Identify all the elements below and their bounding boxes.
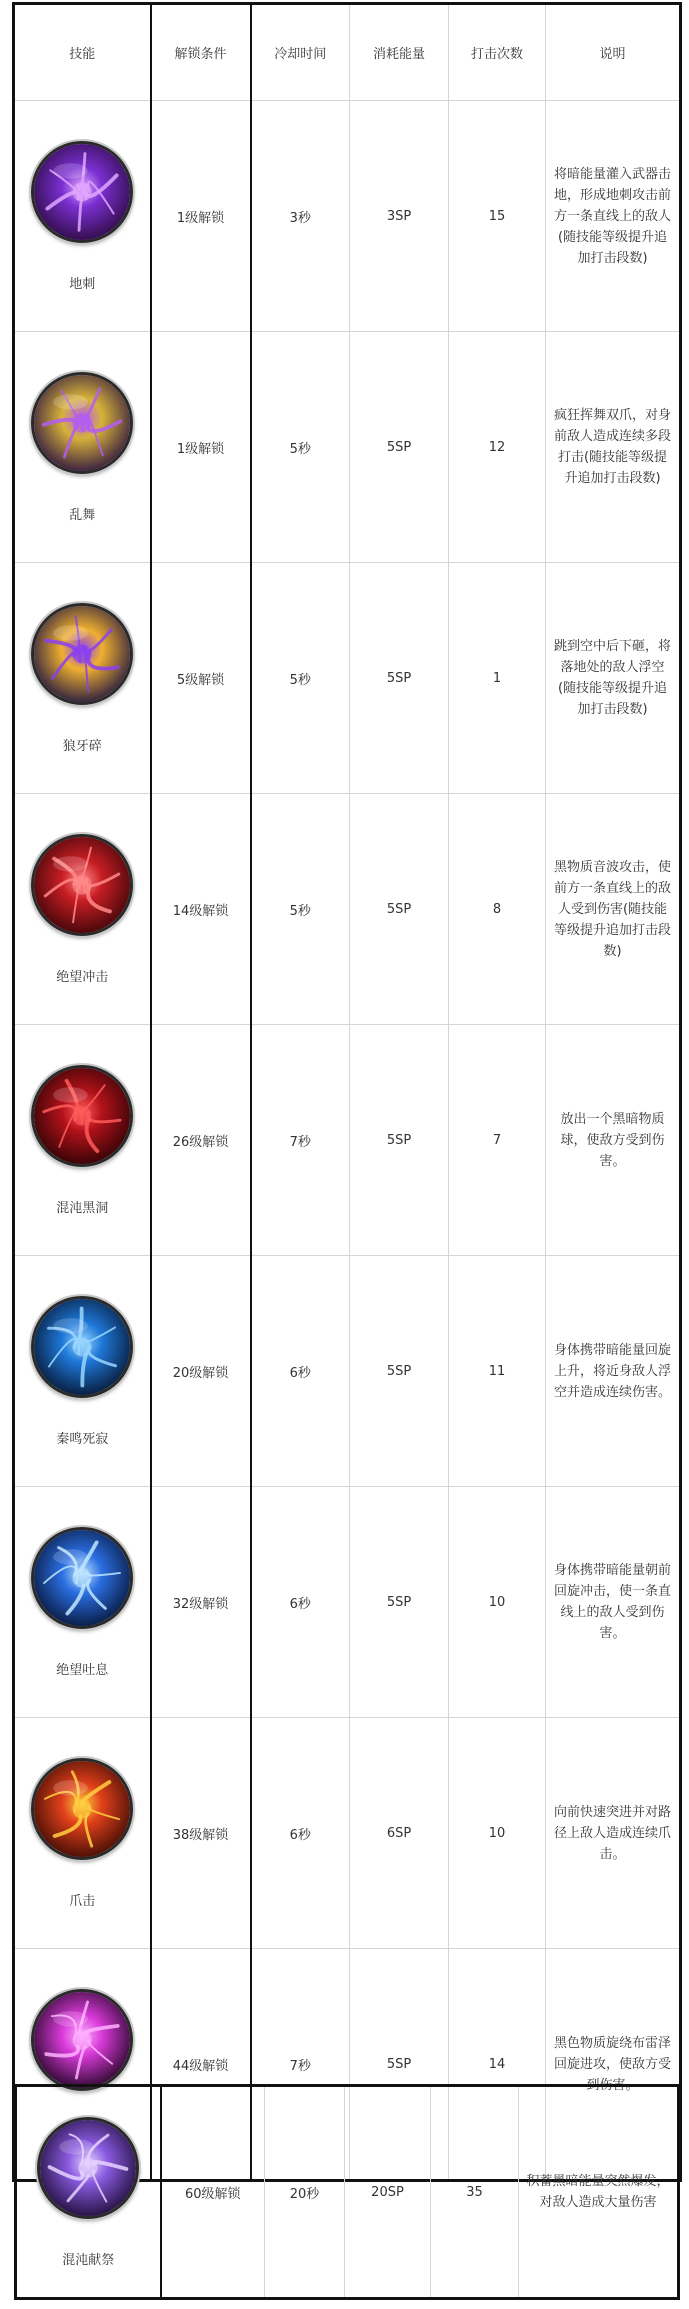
- despair-impact-icon: [31, 834, 133, 936]
- skill-name: 混沌献祭: [62, 2252, 115, 2268]
- skill-name: 混沌黑洞: [56, 1200, 109, 1216]
- description-cell: 疯狂挥舞双爪，对身前敌人造成连续多段打击(随技能等级提升追加打击段数): [546, 332, 681, 563]
- description-cell: 积蓄黑暗能量突然爆发，对敌人造成大量伤害: [519, 2086, 679, 2299]
- skill-cell: [14, 794, 151, 1025]
- hits-cell: 10: [449, 1487, 546, 1718]
- table-row: [14, 1256, 681, 1487]
- skill-name: 绝望冲击: [56, 969, 109, 985]
- table-row: [14, 332, 681, 563]
- description-cell: 身体携带暗能量回旋上升，将近身敌人浮空并造成连续伤害。: [546, 1256, 681, 1487]
- hits-cell: 14: [449, 1949, 546, 2181]
- hits-cell: 11: [449, 1256, 546, 1487]
- unlock-cell: 20级解锁: [151, 1256, 251, 1487]
- hits-cell: 10: [449, 1718, 546, 1949]
- frenzy-claw-icon: [31, 372, 133, 474]
- header-skill: 技能: [14, 4, 151, 101]
- energy-cell: 20SP: [345, 2086, 431, 2299]
- skill-cell: [14, 1256, 151, 1487]
- skill-name: 地刺: [69, 276, 96, 292]
- header-cooldown: 冷却时间: [251, 4, 350, 101]
- unlock-cell: 32级解锁: [151, 1487, 251, 1718]
- hits-cell: 1: [449, 563, 546, 794]
- cooldown-cell: 3秒: [251, 101, 350, 332]
- description-cell: 黑色物质旋绕布雷泽回旋进攻，使敌方受到伤害。: [546, 1949, 681, 2181]
- energy-cell: 5SP: [350, 794, 449, 1025]
- despair-breath-icon: [31, 1527, 133, 1629]
- cooldown-cell: 5秒: [251, 794, 350, 1025]
- skill-cell: [14, 1487, 151, 1718]
- skill-cell: [14, 332, 151, 563]
- energy-cell: 5SP: [350, 1025, 449, 1256]
- skill-name: 爪击: [69, 1893, 96, 1909]
- energy-cell: 3SP: [350, 101, 449, 332]
- table-row: [16, 2086, 679, 2299]
- wolf-fang-smash-icon: [31, 603, 133, 705]
- table-row: [14, 1025, 681, 1256]
- unlock-cell: 1级解锁: [151, 332, 251, 563]
- description-cell: 向前快速突进并对路径上敌人造成连续爪击。: [546, 1718, 681, 1949]
- chaos-black-hole-icon: [31, 1065, 133, 1167]
- cooldown-cell: 5秒: [251, 332, 350, 563]
- skill-cell: [14, 1718, 151, 1949]
- cooldown-cell: 6秒: [251, 1718, 350, 1949]
- skill-cell: [14, 101, 151, 332]
- chaos-sacrifice-icon: [37, 2117, 139, 2219]
- skill-name: 狼牙碎: [62, 738, 102, 754]
- cooldown-cell: 6秒: [251, 1256, 350, 1487]
- claw-strike-icon: [31, 1758, 133, 1860]
- cooldown-cell: 7秒: [251, 1949, 350, 2181]
- header-description: 说明: [546, 4, 681, 101]
- table-row: [14, 563, 681, 794]
- cooldown-cell: 20秒: [265, 2086, 345, 2299]
- description-cell: 身体携带暗能量朝前回旋冲击，使一条直线上的敌人受到伤害。: [546, 1487, 681, 1718]
- cooldown-cell: 6秒: [251, 1487, 350, 1718]
- energy-cell: 5SP: [350, 1487, 449, 1718]
- hits-cell: 35: [431, 2086, 519, 2299]
- description-cell: 跳到空中后下砸，将落地处的敌人浮空(随技能等级提升追加打击段数): [546, 563, 681, 794]
- description-cell: 放出一个黑暗物质球，使敌方受到伤害。: [546, 1025, 681, 1256]
- energy-cell: 5SP: [350, 563, 449, 794]
- silent-howl-icon: [31, 1296, 133, 1398]
- skill-name: 乱舞: [69, 507, 96, 523]
- energy-cell: 5SP: [350, 1256, 449, 1487]
- unlock-cell: 44级解锁: [151, 1949, 251, 2181]
- description-cell: 将暗能量灌入武器击地，形成地刺攻击前方一条直线上的敌人(随技能等级提升追加打击段数): [546, 101, 681, 332]
- energy-cell: 5SP: [350, 332, 449, 563]
- table-row: [14, 1487, 681, 1718]
- unlock-cell: 1级解锁: [151, 101, 251, 332]
- unlock-cell: 60级解锁: [161, 2086, 265, 2299]
- header-hits: 打击次数: [449, 4, 546, 101]
- unlock-cell: 5级解锁: [151, 563, 251, 794]
- soul-drink-spin-icon: [31, 1989, 133, 2091]
- skill-cell: [16, 2086, 161, 2299]
- header-energy: 消耗能量: [350, 4, 449, 101]
- skill-name: 秦鸣死寂: [56, 1431, 109, 1447]
- header-unlock: 解锁条件: [151, 4, 251, 101]
- skill-cell: [14, 1025, 151, 1256]
- energy-cell: 5SP: [350, 1949, 449, 2181]
- hits-cell: 8: [449, 794, 546, 1025]
- hits-cell: 15: [449, 101, 546, 332]
- unlock-cell: 14级解锁: [151, 794, 251, 1025]
- table-header-row: [14, 4, 681, 101]
- final-skill-table: [14, 2084, 680, 2300]
- energy-cell: 6SP: [350, 1718, 449, 1949]
- skill-cell: [14, 563, 151, 794]
- hits-cell: 7: [449, 1025, 546, 1256]
- table-row: [14, 1718, 681, 1949]
- table-row: [14, 101, 681, 332]
- description-cell: 黑物质音波攻击，使前方一条直线上的敌人受到伤害(随技能等级提升追加打击段数): [546, 794, 681, 1025]
- unlock-cell: 26级解锁: [151, 1025, 251, 1256]
- hits-cell: 12: [449, 332, 546, 563]
- skill-table: [12, 2, 682, 2182]
- skill-name: 绝望吐息: [56, 1662, 109, 1678]
- table-row: [14, 794, 681, 1025]
- unlock-cell: 38级解锁: [151, 1718, 251, 1949]
- cooldown-cell: 7秒: [251, 1025, 350, 1256]
- cooldown-cell: 5秒: [251, 563, 350, 794]
- ground-spike-icon: [31, 141, 133, 243]
